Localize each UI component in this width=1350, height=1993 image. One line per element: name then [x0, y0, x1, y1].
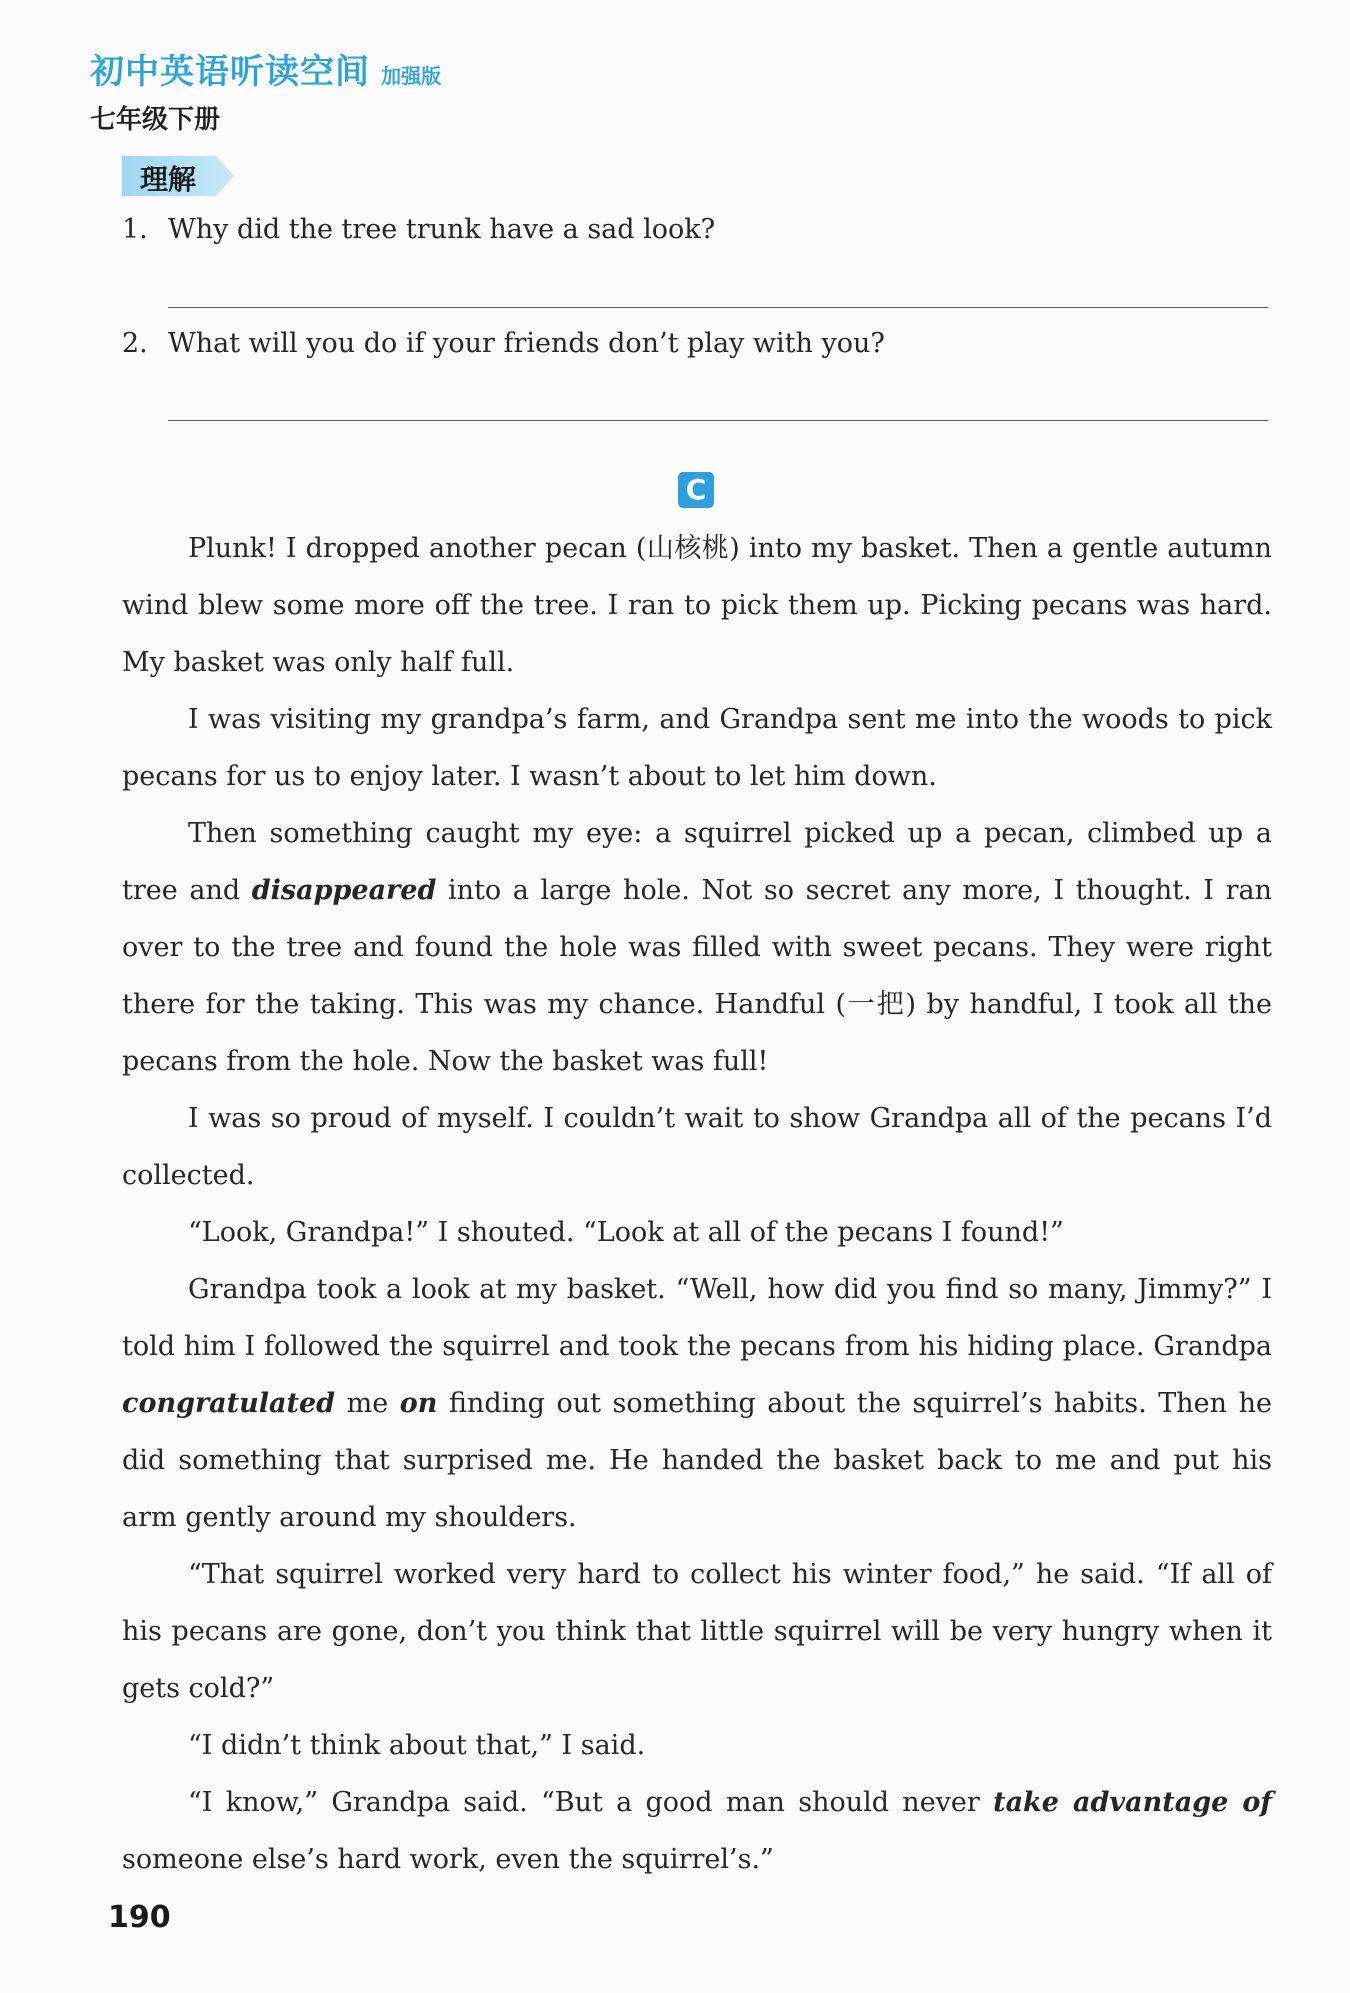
paragraph-text: Grandpa took a look at my basket. “Well, how did you find so many, Jimmy?” I told him I followed the squirrel and took the pecans from his hiding place. Grandpa: [122, 1274, 1272, 1362]
edition-label: 加强版: [381, 64, 442, 88]
paragraph-text: finding out something about the squirrel’s habits. Then he did something that surprised me. He handed the basket back to me and put his arm gently around my shoulders.: [122, 1388, 1272, 1533]
paragraph-text: “I know,” Grandpa said. “But a good man should never: [188, 1787, 980, 1818]
answer-line-1[interactable]: [168, 307, 1268, 308]
passage-paragraph: Plunk! I dropped another pecan (山核桃) into my basket. Then a gentle autumn wind blew some more off the tree. I ran to pick them up. Picking pecans was hard. My basket was only half full.: [122, 533, 1272, 678]
passage-paragraph: “I didn’t think about that,” I said.: [188, 1730, 646, 1761]
paragraph-text: into a large hole. Not so secret any more, I thought. I ran over to the tree and found the hole was filled with sweet pecans. They were right there for the taking. This was my chance. Handful (一把) by handful, I took all the pecans from the hole. Now the basket was full!: [122, 875, 1272, 1077]
highlighted-word: on: [399, 1388, 438, 1419]
passage-paragraph: “Look, Grandpa!” I shouted. “Look at all of the pecans I found!”: [188, 1217, 1064, 1248]
passage-paragraph: [122, 805, 1272, 1090]
grade-label: 七年级下册: [90, 105, 221, 135]
passage-paragraph: I was so proud of myself. I couldn’t wait to show Grandpa all of the pecans I’d collected.: [122, 1103, 1272, 1191]
passage-paragraph: [122, 1261, 1272, 1546]
paragraph-text: me: [346, 1388, 389, 1419]
passage-paragraph: [122, 691, 1272, 805]
question-text: Why did the tree trunk have a sad look?: [168, 214, 716, 245]
question-2: [122, 328, 885, 359]
highlighted-word: disappeared: [251, 875, 437, 906]
series-title: 初中英语听读空间: [90, 52, 370, 92]
paragraph-text: Then something caught my eye: a squirrel picked up a pecan, climbed up a tree and: [122, 818, 1272, 906]
reading-passage: [122, 520, 1272, 1888]
section-c-badge: C: [678, 472, 714, 508]
section-tag-label: 理解: [140, 163, 197, 196]
page-header: [90, 44, 441, 136]
highlighted-word: take advantage of: [993, 1787, 1272, 1818]
question-text: What will you do if your friends don’t play with you?: [168, 328, 885, 359]
question-number: 2.: [122, 328, 148, 359]
paragraph-text: someone else’s hard work, even the squirrel’s.”: [122, 1844, 774, 1875]
paragraph-text: I was visiting my grandpa’s farm, and Grandpa sent me into the woods to pick pecans for us to enjoy later. I wasn’t about to let him down.: [122, 704, 1272, 792]
question-number: 1.: [122, 214, 148, 245]
passage-paragraph: “That squirrel worked very hard to collect his winter food,” he said. “If all of his pecans are gone, don’t you think that little squirrel will be very hungry when it gets cold?”: [122, 1559, 1272, 1704]
highlighted-word: congratulated: [122, 1388, 336, 1419]
question-1: [122, 214, 715, 245]
passage-paragraph: [122, 1774, 1272, 1888]
page-number: 190: [108, 1900, 171, 1935]
answer-line-2[interactable]: [168, 420, 1268, 421]
